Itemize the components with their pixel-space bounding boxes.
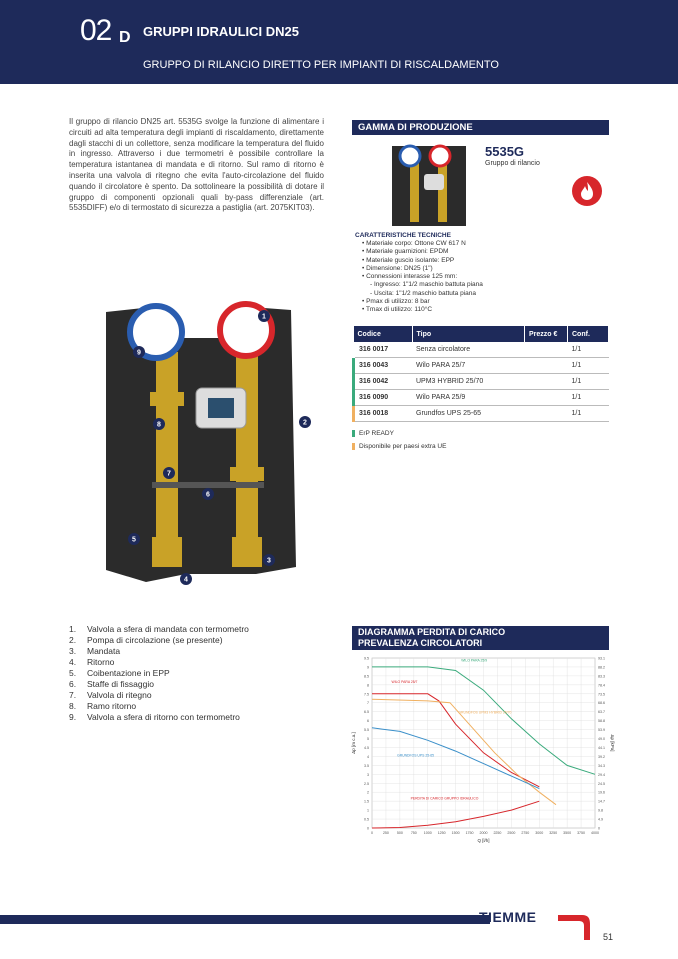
legend-item: 7. Valvola di ritegno xyxy=(69,690,152,700)
x-tick-label: 2250 xyxy=(493,831,502,835)
spec-item: • Connessioni interasse 125 mm: xyxy=(362,273,458,281)
range-heading: GAMMA DI PRODUZIONE xyxy=(352,120,609,135)
y-tick-label: 4.5 xyxy=(364,745,369,750)
y2-tick-label: 83.3 xyxy=(598,674,605,679)
col-code: Codice xyxy=(354,326,413,342)
header-band xyxy=(0,0,678,84)
product-thumbnail xyxy=(384,140,474,230)
callout-3: 3 xyxy=(267,557,271,565)
spec-item: • Dimensione: DN25 (1") xyxy=(362,264,433,272)
spec-item: • Materiale corpo: Ottone CW 617 N xyxy=(362,240,466,247)
x-tick-label: 250 xyxy=(382,831,389,835)
y2-tick-label: 58.8 xyxy=(598,719,605,724)
table-row: 316 0090 Wilo PARA 25/9 1/1 xyxy=(354,390,609,406)
y2-tick-label: 49.0 xyxy=(598,737,605,742)
col-price: Prezzo € xyxy=(525,326,568,342)
pressure-loss-chart xyxy=(340,650,615,850)
x-tick-label: 3000 xyxy=(535,831,544,835)
model-description: Gruppo di rilancio xyxy=(485,160,540,167)
callout-1: 1 xyxy=(262,313,266,321)
x-axis-label: Q [l/h] xyxy=(477,838,490,843)
y2-tick-label: 29.4 xyxy=(598,772,605,777)
x-tick-label: 1250 xyxy=(437,831,446,835)
series-label: PERDITA DI CARICO GRUPPO IDRAULICO xyxy=(410,796,479,801)
product-photo xyxy=(86,292,316,592)
y2-tick-label: 73.5 xyxy=(598,692,605,697)
legend-item: 3. Mandata xyxy=(69,646,121,656)
y2-tick-label: 24.5 xyxy=(598,781,605,786)
brand-name: TIEMME xyxy=(479,909,537,925)
y-tick-label: 9 xyxy=(367,665,369,670)
col-conf: Conf. xyxy=(568,326,609,342)
x-tick-label: 3250 xyxy=(549,831,558,835)
y2-tick-label: 39.2 xyxy=(598,754,605,759)
y2-tick-label: 19.6 xyxy=(598,790,605,795)
y-tick-label: 6.5 xyxy=(364,710,369,715)
callout-8: 8 xyxy=(157,421,161,429)
y2-tick-label: 44.1 xyxy=(598,745,605,750)
tiemme-logo-icon xyxy=(556,912,596,942)
legend-item: 1. Valvola a sfera di mandata con termometro xyxy=(69,624,249,634)
page-title: GRUPPI IDRAULICI DN25 xyxy=(143,24,300,39)
table-row: 316 0043 Wilo PARA 25/7 1/1 xyxy=(354,358,609,374)
y-tick-label: 8 xyxy=(367,683,369,688)
x-tick-label: 4000 xyxy=(591,831,599,835)
y-tick-label: 7 xyxy=(367,701,369,706)
y2-tick-label: 53.9 xyxy=(598,728,605,733)
heating-flame-icon xyxy=(572,176,602,206)
component-legend xyxy=(69,624,249,723)
callout-4: 4 xyxy=(184,576,188,584)
x-tick-label: 3750 xyxy=(577,831,586,835)
y2-tick-label: 63.7 xyxy=(598,710,605,715)
y-tick-label: 6 xyxy=(367,719,369,724)
legend-item: 2. Pompa di circolazione (se presente) xyxy=(69,635,223,645)
callout-6: 6 xyxy=(206,491,210,499)
specs-title: CARATTERISTICHE TECNICHE xyxy=(355,232,451,239)
y-tick-label: 7.5 xyxy=(364,692,369,697)
y-tick-label: 5 xyxy=(367,737,369,742)
page-number: 51 xyxy=(603,932,614,942)
x-tick-label: 1750 xyxy=(465,831,474,835)
y2-tick-label: 68.6 xyxy=(598,701,605,706)
spec-item: • Materiale guarnizioni: EPDM xyxy=(362,248,449,256)
y-tick-label: 8.5 xyxy=(364,674,369,679)
spec-item: • Tmax di utilizzo: 110°C xyxy=(362,306,433,314)
y2-tick-label: 93.1 xyxy=(598,656,605,661)
y2-tick-label: 0 xyxy=(598,826,600,831)
spec-item: - Ingresso: 1"1/2 maschio battuta piana xyxy=(370,281,483,289)
erp-ready-key: ErP READY xyxy=(352,430,394,437)
legend-item: 6. Staffe di fissaggio xyxy=(69,679,154,689)
legend-item: 5. Coibentazione in EPP xyxy=(69,668,170,678)
chart-heading-line-2: PREVALENZA CIRCOLATORI xyxy=(358,638,483,648)
y2-axis-label: Δp [kPa] xyxy=(610,734,615,752)
series-label: WILO PARA 25/7 xyxy=(391,680,418,685)
specs-list xyxy=(362,240,483,315)
y-axis-label: Δp [m c.a.] xyxy=(351,732,356,754)
x-tick-label: 1500 xyxy=(451,831,460,835)
extra-ue-key: Disponibile per paesi extra UE xyxy=(352,443,446,450)
page-subtitle: GRUPPO DI RILANCIO DIRETTO PER IMPIANTI DI RISCALDAMENTO xyxy=(143,59,499,71)
chart-heading-line-1: DIAGRAMMA PERDITA DI CARICO xyxy=(358,627,506,637)
y2-tick-label: 34.3 xyxy=(598,763,605,768)
y-tick-label: 9.5 xyxy=(364,656,369,661)
table-row: 316 0017 Senza circolatore 1/1 xyxy=(354,342,609,358)
x-tick-label: 2500 xyxy=(507,831,516,835)
y-tick-label: 1.5 xyxy=(364,799,369,804)
intro-paragraph: Il gruppo di rilancio DN25 art. 5535G svolge la funzione di alimentare i circuiti ad alta temperatura degli impianti di riscaldamento, direttamente dagli stacchi di un collettore, senza modificare la temperatura del fluido in ingresso. Attraverso i due termometri è possibile controllare la temperatura istantanea di mandata e di ritorno. Sul ramo di ritorno è inserita una valvola di ritegno che evita l'auto-circolazione del fluido quando il circolatore è spento. Da sottolineare la possibilità di dotare il gruppo di componenti opzionali quali by-pass differenziale (art. 5535DIFF) e/o di termostato di sicurezza a pastiglia (art. 2075KIT03). xyxy=(69,117,324,213)
y2-tick-label: 14.7 xyxy=(598,799,605,804)
col-type: Tipo xyxy=(412,326,525,342)
spec-item: • Materiale guscio isolante: EPP xyxy=(362,256,455,264)
section-number: 02 xyxy=(80,14,112,47)
chart-heading xyxy=(352,626,609,650)
x-tick-label: 750 xyxy=(410,831,417,835)
y-tick-label: 0 xyxy=(367,826,369,831)
y2-tick-label: 4.9 xyxy=(598,817,603,822)
y-tick-label: 3 xyxy=(367,772,369,777)
table-row: 316 0042 UPM3 HYBRID 25/70 1/1 xyxy=(354,374,609,390)
x-tick-label: 3500 xyxy=(563,831,572,835)
x-tick-label: 0 xyxy=(371,831,373,835)
x-tick-label: 2750 xyxy=(521,831,530,835)
y2-tick-label: 9.8 xyxy=(598,808,603,813)
y2-tick-label: 88.2 xyxy=(598,665,605,670)
mounting-bracket xyxy=(152,482,264,488)
callout-9: 9 xyxy=(137,349,141,357)
series-label: WILO PARA 25/9 xyxy=(461,658,488,663)
return-pipe xyxy=(156,352,178,552)
x-tick-label: 1000 xyxy=(423,831,432,835)
section-letter: D xyxy=(119,29,131,46)
y-tick-label: 2 xyxy=(367,790,369,795)
y-tick-label: 0.5 xyxy=(364,817,369,822)
product-table xyxy=(352,326,609,422)
x-tick-label: 500 xyxy=(396,831,403,835)
y-tick-label: 5.5 xyxy=(364,728,369,733)
callout-7: 7 xyxy=(167,470,171,478)
legend-item: 8. Ramo ritorno xyxy=(69,701,137,711)
spec-item: - Uscita: 1"1/2 maschio battuta piana xyxy=(370,289,477,297)
table-row: 316 0018 Grundfos UPS 25-65 1/1 xyxy=(354,406,609,422)
flow-pipe xyxy=(236,352,258,552)
legend-item: 9. Valvola a sfera di ritorno con termometro xyxy=(69,712,240,722)
y2-tick-label: 78.4 xyxy=(598,683,605,688)
model-code: 5535G xyxy=(485,144,525,159)
series-label: GRUNDFOS UPM3 HYBRID 25/70 xyxy=(458,710,512,715)
y-tick-label: 3.5 xyxy=(364,763,369,768)
callout-5: 5 xyxy=(132,536,136,544)
spec-item: • Pmax di utilizzo: 8 bar xyxy=(362,298,430,306)
y-tick-label: 1 xyxy=(367,808,369,813)
x-tick-label: 2000 xyxy=(479,831,488,835)
callout-2: 2 xyxy=(303,419,307,427)
footer-bar xyxy=(0,915,490,924)
legend-item: 4. Ritorno xyxy=(69,657,115,667)
y-tick-label: 4 xyxy=(367,754,369,759)
series-label: GRUNDFOS UPS 25-65 xyxy=(397,753,435,758)
y-tick-label: 2.5 xyxy=(364,781,369,786)
